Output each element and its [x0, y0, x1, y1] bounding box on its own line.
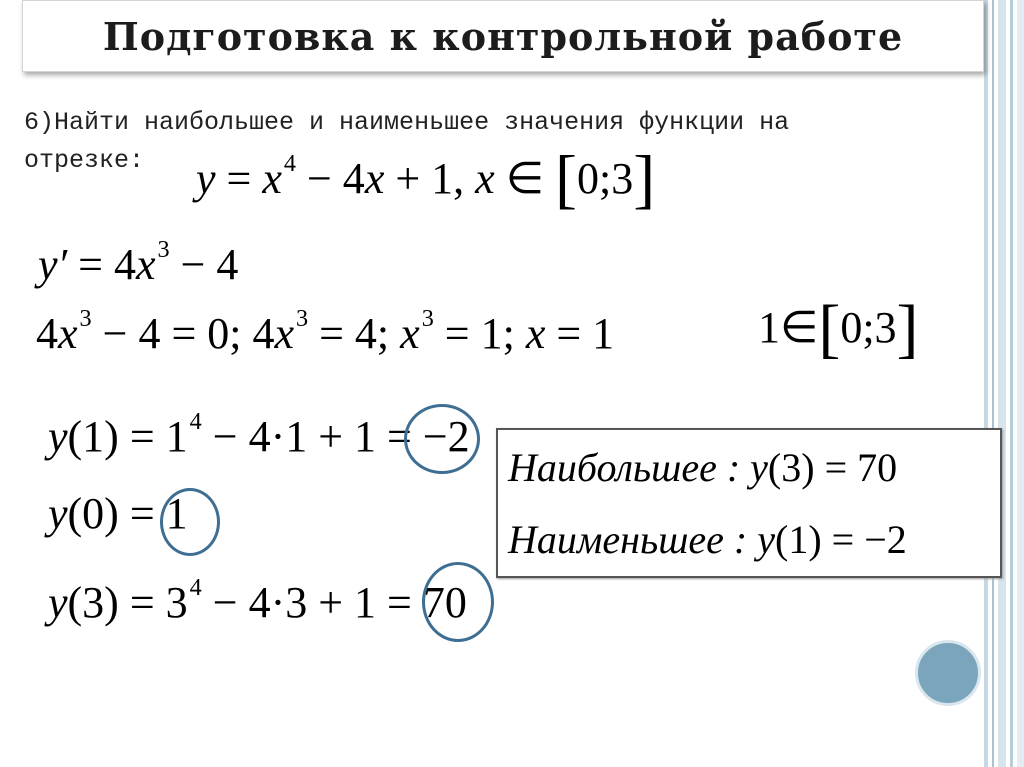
answer-box	[496, 428, 1002, 578]
answer-min: Наименьшее : y(1) = −2	[508, 517, 907, 562]
equation-solution: $4x^3 - 4 = 0$; $4x^3 = 4$; $x^3 = 1$; x = 1	[36, 305, 615, 358]
title-banner	[22, 0, 984, 72]
highlight-circle-y0	[160, 488, 220, 556]
calc-y3: $y(3) = 3^4 - 4\cdot 3 + 1 = 70$	[48, 574, 467, 627]
function-formula: $y = x^4 - 4x + 1$, x ∈ [0;3]	[196, 142, 656, 216]
task-line-2: отрезке:	[24, 146, 145, 175]
derivative-formula: $y' = 4x^3 - 4$	[38, 236, 239, 289]
membership-check: 1∈[0;3]	[758, 291, 919, 365]
highlight-circle-max	[422, 562, 494, 642]
calc-y0: y(0) = 1	[48, 489, 188, 538]
answer-max: Наибольшее : y(3) = 70	[508, 445, 898, 490]
calc-y1: $y(1) = 1^4 - 4\cdot 1 + 1 = -2$	[48, 408, 470, 461]
highlight-circle-min	[404, 404, 480, 474]
slide-title: Подготовка к контрольной работе	[102, 13, 904, 59]
decorative-circle	[915, 640, 981, 706]
decorative-stripes	[984, 0, 1024, 767]
task-line-1: 6)Найти наибольшее и наименьшее значения функции на	[24, 108, 790, 137]
